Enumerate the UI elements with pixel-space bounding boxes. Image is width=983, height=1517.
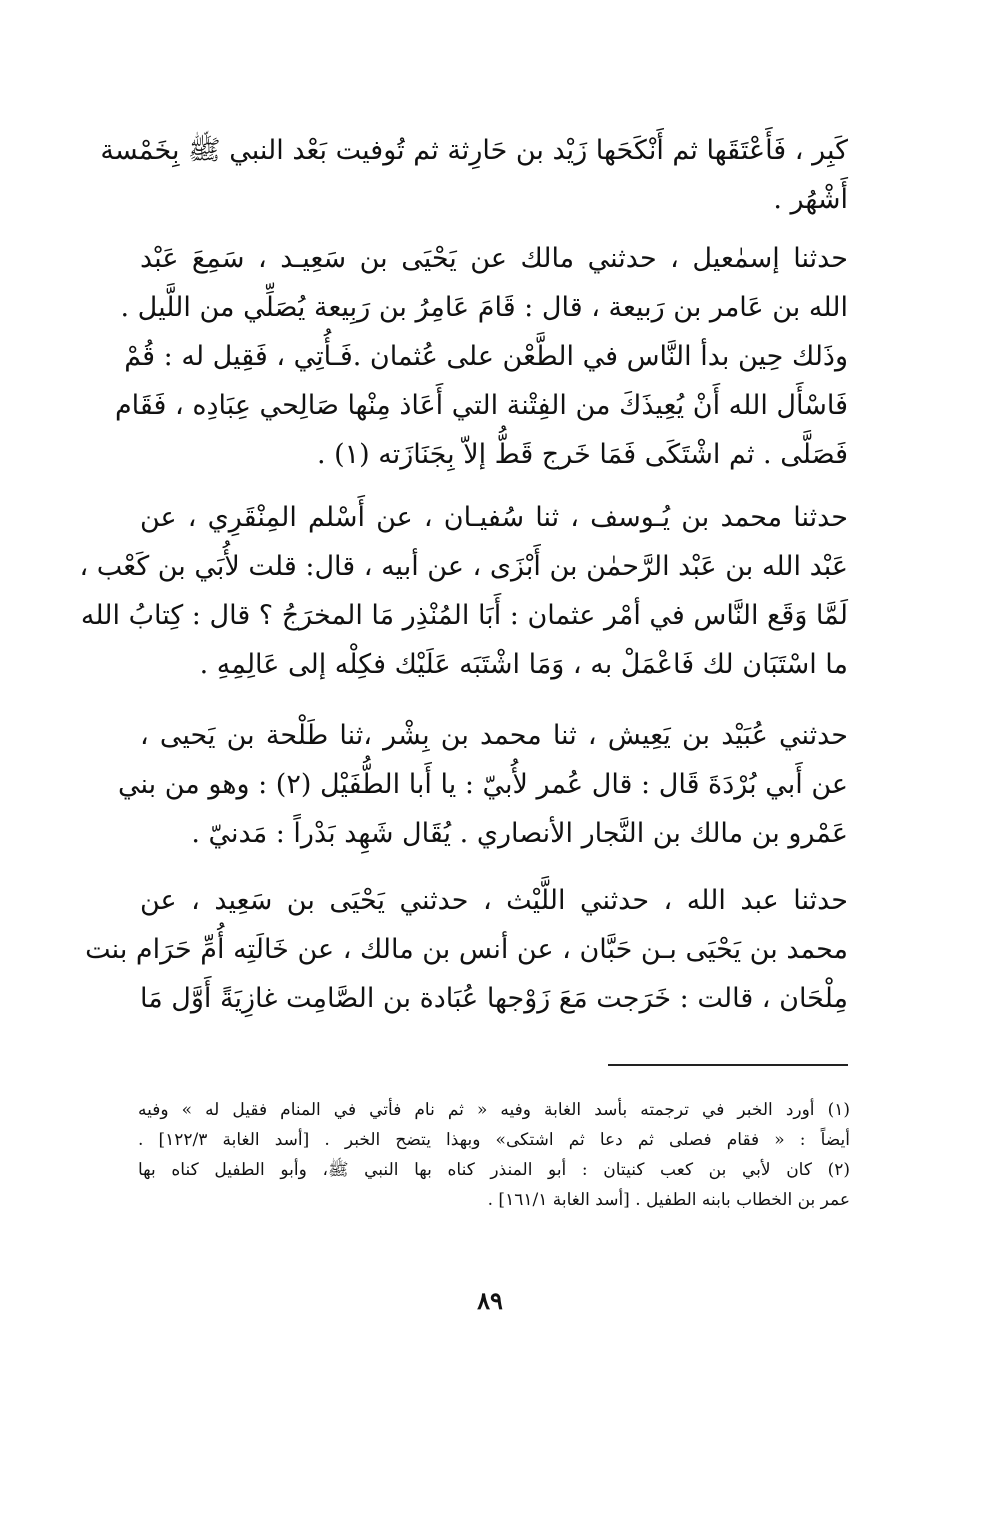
text-line: فَاسْأَل الله أَنْ يُعِيذَكَ من الفِتْنة التي أَعَاذ مِنْها صَالِحي عِبَادِه ، فَقَام — [114, 390, 848, 421]
text-line: حدثنا محمد بن يُـوسف ، ثنا سُفيـان ، عن أَسْلم المِنْقَرِي ، عن — [140, 502, 848, 533]
paragraph-2 — [114, 234, 848, 479]
footnote-line: (٢) كان لأبي بن كعب كنيتان : أبو المنذر كناه بها النبي ﷺ، وأبو الطفيل كناه بها — [138, 1160, 850, 1180]
text-line: حدثنا إسمٰعيل ، حدثني مالك عن يَحْيَى بن سَعِيـد ، سَمِعَ عَبْد — [140, 243, 848, 274]
paragraph-4 — [117, 711, 848, 858]
text-line: حدثنا عبد الله ، حدثني اللَّيْث ، حدثني يَحْيَى بن سَعِيد ، عن — [140, 885, 848, 916]
footnote-line: (١) أورد الخبر في ترجمته بأسد الغابة وفيه « ثم نام فأتي في المنام فقيل له » وفيه — [138, 1100, 850, 1120]
footnote-line: أيضاً : « فقام فصلى ثم دعا ثم اشتكى» وبهذا يتضح الخبر . [أسد الغابة ١٢٢/٣] . — [138, 1130, 850, 1150]
text-line: كَبِر ، فَأَعْتَقَها ثم أَنْكَحَها زَيْد بن حَارِثة ثم تُوفيت بَعْد النبي ﷺ بِخَمْسة — [100, 135, 848, 166]
footnote-line: عمر بن الخطاب بابنه الطفيل . [أسد الغابة ١٦١/١] . — [487, 1190, 850, 1210]
text-line: محمد بن يَحْيَى بـن حَبَّان ، عن أنس بن مالك ، عن خَالَتِه أُمِّ حَرَام بنت — [85, 934, 848, 965]
text-line: وذَلك حِين بدأ النَّاس في الطَّعْن على عُثمان .فَـأُتِي ، فَقِيل له : قُمْ — [124, 341, 848, 372]
text-line: عَبْد الله بن عَبْد الرَّحمٰن بن أَبْزَى ، عن أبيه ، قال: قلت لأُبَي بن كَعْب ، — [79, 551, 848, 582]
text-line: الله بن عَامر بن رَبيعة ، قال : قَامَ عَامِرُ بن رَبِيعة يُصَلِّي من اللَّيل . — [120, 292, 848, 323]
text-line: لَمَّا وَقَع النَّاس في أمْر عثمان : أَبَا المُنْذِر مَا المخرَجُ ؟ قال : كِتابُ الله — [80, 600, 848, 631]
footnotes — [138, 1095, 850, 1215]
text-line: حدثني عُبَيْد بن يَعِيش ، ثنا محمد بن بِشْر ،ثنا طَلْحة بن يَحيى ، — [140, 720, 848, 751]
footnote-separator — [608, 1064, 848, 1066]
text-line: عن أَبي بُرْدَةَ قَال : قال عُمر لأُبيّ : يا أَبا الطُّفَيْل (٢) : وهو من بني — [117, 769, 848, 800]
page-number: ٨٩ — [477, 1286, 503, 1315]
text-line: مِلْحَان ، قالت : خَرَجت مَعَ زَوْجها عُبَادة بن الصَّامِت غازِيَةً أَوَّل مَا — [140, 983, 848, 1014]
text-line: أَشْهُر . — [773, 184, 848, 215]
text-line: عَمْرو بن مالك بن النَّجار الأنصاري . يُقَال شَهِد بَدْراً : مَدنيّ . — [191, 818, 848, 849]
paragraph-5 — [85, 876, 848, 1023]
text-line: ما اسْتَبَان لك فَاعْمَلْ به ، وَمَا اشْتَبَه عَلَيْك فكِلْه إلى عَالِمِهِ . — [199, 649, 848, 680]
text-line: فَصَلَّى . ثم اشْتَكَى فَمَا خَرج قَطُّ إلاّ بِجَنَازَته (١) . — [316, 439, 848, 470]
paragraph-3 — [79, 493, 848, 689]
paragraph-1 — [100, 126, 848, 224]
